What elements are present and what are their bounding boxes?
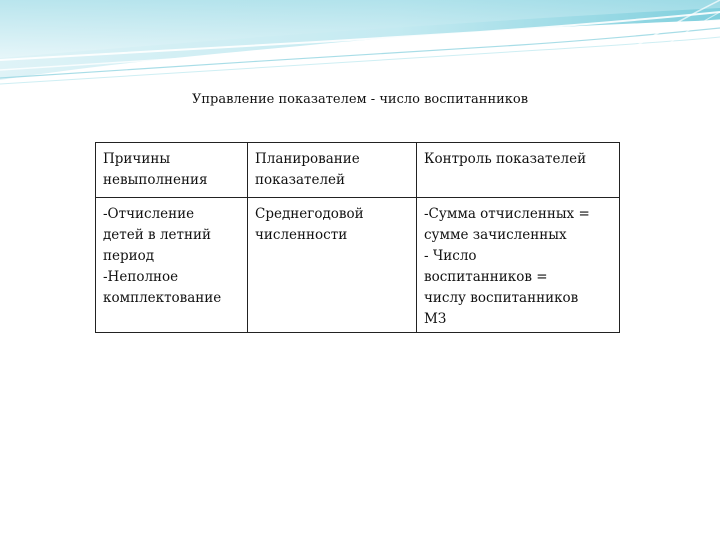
row-cell-reasons [96, 198, 248, 333]
cell-line: Среднегодовой [255, 206, 364, 222]
cell-line: Причины [103, 151, 171, 167]
table-header-row [96, 143, 620, 198]
cell-line: -Неполное [103, 269, 179, 285]
header-cell-control [417, 143, 620, 198]
cell-line: показателей [255, 172, 346, 188]
cell-line: детей в летний [103, 227, 211, 243]
cell-line: сумме зачисленных [424, 227, 567, 243]
cell-line: Планирование [255, 151, 360, 167]
header-cell-reasons [96, 143, 248, 198]
wave-header-decoration [0, 0, 720, 95]
cell-line: числу воспитанников [424, 290, 579, 306]
row-cell-control [417, 198, 620, 333]
slide-title: Управление показателем - число воспитанников [191, 92, 529, 107]
cell-line: - Число [424, 248, 477, 264]
cell-line: комплектование [103, 290, 222, 306]
cell-line: численности [255, 227, 348, 243]
cell-line: период [103, 248, 155, 264]
table-row [96, 198, 620, 333]
cell-line: воспитанников = [424, 269, 548, 285]
cell-line: -Сумма отчисленных = [424, 206, 590, 222]
indicator-table [95, 142, 620, 333]
cell-line: Контроль показателей [424, 151, 587, 167]
cell-line: невыполнения [103, 172, 208, 188]
cell-line: -Отчисление [103, 206, 195, 222]
cell-line: МЗ [424, 311, 447, 327]
row-cell-planning [248, 198, 417, 333]
header-cell-planning [248, 143, 417, 198]
